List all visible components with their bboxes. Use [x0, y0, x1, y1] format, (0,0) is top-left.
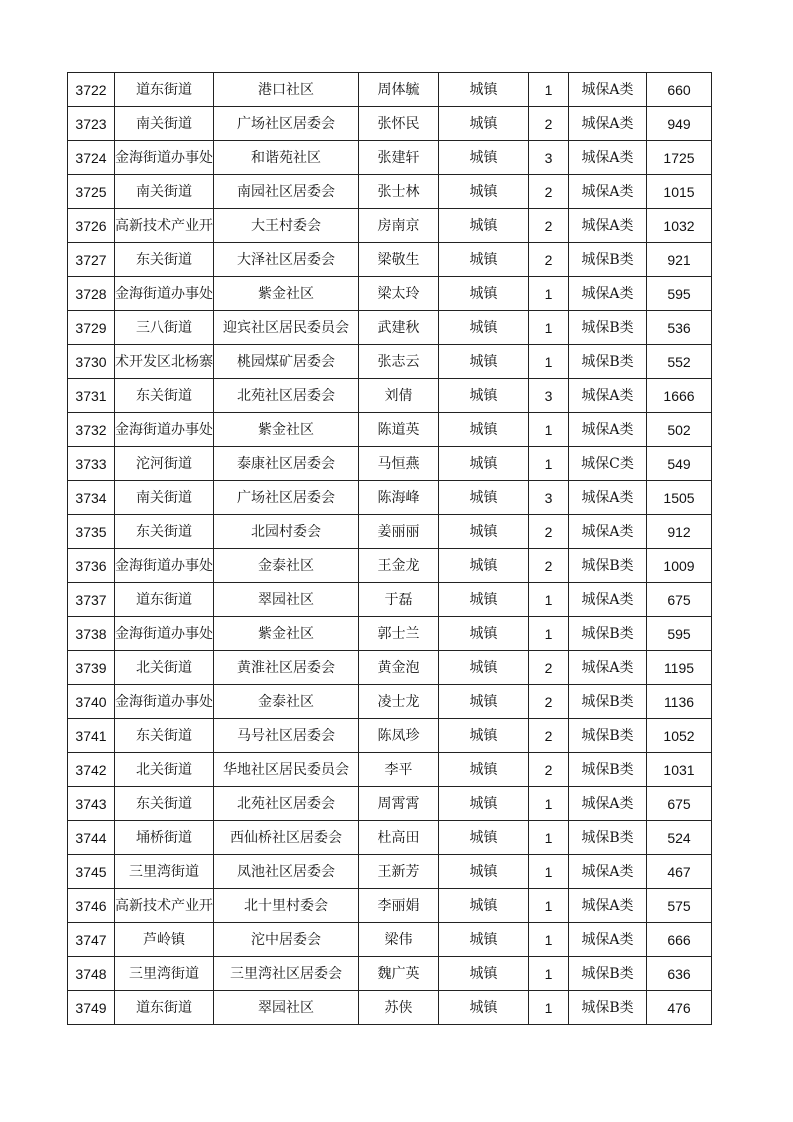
table-row — [68, 345, 712, 379]
household-size-cell: 1 — [529, 73, 569, 107]
street-office-cell: 金海街道办事处 — [115, 141, 214, 175]
household-size-cell: 2 — [529, 685, 569, 719]
community-cell: 泰康社区居委会 — [214, 447, 359, 481]
street-office-cell: 东关街道 — [115, 787, 214, 821]
amount-cell: 666 — [647, 923, 712, 957]
area-type-cell: 城镇 — [439, 379, 529, 413]
area-type-cell: 城镇 — [439, 957, 529, 991]
row-id-cell: 3734 — [68, 481, 115, 515]
street-office-cell: 南关街道 — [115, 107, 214, 141]
area-type-cell: 城镇 — [439, 345, 529, 379]
insurance-category-cell: 城保A类 — [569, 787, 647, 821]
row-id-cell: 3724 — [68, 141, 115, 175]
person-name-cell: 武建秋 — [359, 311, 439, 345]
row-id-cell: 3737 — [68, 583, 115, 617]
table-row — [68, 617, 712, 651]
table-row — [68, 957, 712, 991]
community-cell: 翠园社区 — [214, 991, 359, 1025]
person-name-cell: 张士林 — [359, 175, 439, 209]
person-name-cell: 姜丽丽 — [359, 515, 439, 549]
row-id-cell: 3731 — [68, 379, 115, 413]
person-name-cell: 陈海峰 — [359, 481, 439, 515]
amount-cell: 1505 — [647, 481, 712, 515]
household-size-cell: 1 — [529, 583, 569, 617]
person-name-cell: 张建轩 — [359, 141, 439, 175]
area-type-cell: 城镇 — [439, 175, 529, 209]
area-type-cell: 城镇 — [439, 923, 529, 957]
person-name-cell: 陈凤珍 — [359, 719, 439, 753]
table-row — [68, 515, 712, 549]
street-office-cell: 三里湾街道 — [115, 855, 214, 889]
community-cell: 三里湾社区居委会 — [214, 957, 359, 991]
street-office-cell: 三里湾街道 — [115, 957, 214, 991]
community-cell: 南园社区居委会 — [214, 175, 359, 209]
street-office-cell: 金海街道办事处 — [115, 685, 214, 719]
person-name-cell: 刘倩 — [359, 379, 439, 413]
table-row — [68, 413, 712, 447]
table-row — [68, 141, 712, 175]
amount-cell: 1136 — [647, 685, 712, 719]
table-row — [68, 753, 712, 787]
insurance-category-cell: 城保B类 — [569, 243, 647, 277]
area-type-cell: 城镇 — [439, 141, 529, 175]
row-id-cell: 3735 — [68, 515, 115, 549]
community-cell: 西仙桥社区居委会 — [214, 821, 359, 855]
household-size-cell: 1 — [529, 311, 569, 345]
area-type-cell: 城镇 — [439, 549, 529, 583]
row-id-cell: 3726 — [68, 209, 115, 243]
person-name-cell: 房南京 — [359, 209, 439, 243]
person-name-cell: 于磊 — [359, 583, 439, 617]
household-size-cell: 2 — [529, 651, 569, 685]
area-type-cell: 城镇 — [439, 413, 529, 447]
amount-cell: 1031 — [647, 753, 712, 787]
amount-cell: 1052 — [647, 719, 712, 753]
amount-cell: 595 — [647, 277, 712, 311]
person-name-cell: 李丽娟 — [359, 889, 439, 923]
street-office-cell: 北关街道 — [115, 651, 214, 685]
insurance-category-cell: 城保A类 — [569, 277, 647, 311]
household-size-cell: 2 — [529, 515, 569, 549]
household-size-cell: 1 — [529, 447, 569, 481]
community-cell: 北十里村委会 — [214, 889, 359, 923]
amount-cell: 636 — [647, 957, 712, 991]
street-office-cell: 三八街道 — [115, 311, 214, 345]
person-name-cell: 周体毓 — [359, 73, 439, 107]
area-type-cell: 城镇 — [439, 481, 529, 515]
insurance-category-cell: 城保A类 — [569, 413, 647, 447]
table-row — [68, 889, 712, 923]
person-name-cell: 梁伟 — [359, 923, 439, 957]
row-id-cell: 3748 — [68, 957, 115, 991]
household-size-cell: 1 — [529, 957, 569, 991]
household-size-cell: 2 — [529, 753, 569, 787]
area-type-cell: 城镇 — [439, 753, 529, 787]
row-id-cell: 3722 — [68, 73, 115, 107]
insurance-category-cell: 城保A类 — [569, 651, 647, 685]
area-type-cell: 城镇 — [439, 855, 529, 889]
area-type-cell: 城镇 — [439, 889, 529, 923]
household-size-cell: 1 — [529, 413, 569, 447]
row-id-cell: 3743 — [68, 787, 115, 821]
table-row — [68, 107, 712, 141]
person-name-cell: 魏广英 — [359, 957, 439, 991]
area-type-cell: 城镇 — [439, 991, 529, 1025]
household-size-cell: 1 — [529, 855, 569, 889]
table-row — [68, 379, 712, 413]
street-office-cell: 金海街道办事处 — [115, 617, 214, 651]
street-office-cell: 沱河街道 — [115, 447, 214, 481]
person-name-cell: 黄金泡 — [359, 651, 439, 685]
area-type-cell: 城镇 — [439, 787, 529, 821]
street-office-cell: 金海街道办事处 — [115, 277, 214, 311]
household-size-cell: 2 — [529, 549, 569, 583]
row-id-cell: 3727 — [68, 243, 115, 277]
community-cell: 凤池社区居委会 — [214, 855, 359, 889]
insurance-category-cell: 城保A类 — [569, 855, 647, 889]
table-row — [68, 685, 712, 719]
insurance-category-cell: 城保B类 — [569, 821, 647, 855]
table-row — [68, 243, 712, 277]
table-row — [68, 447, 712, 481]
amount-cell: 912 — [647, 515, 712, 549]
street-office-cell: 北关街道 — [115, 753, 214, 787]
street-office-cell: 高新技术产业开 — [115, 889, 214, 923]
insurance-category-cell: 城保A类 — [569, 175, 647, 209]
insurance-category-cell: 城保A类 — [569, 379, 647, 413]
area-type-cell: 城镇 — [439, 651, 529, 685]
street-office-cell: 埇桥街道 — [115, 821, 214, 855]
row-id-cell: 3723 — [68, 107, 115, 141]
area-type-cell: 城镇 — [439, 73, 529, 107]
household-size-cell: 2 — [529, 175, 569, 209]
community-cell: 沱中居委会 — [214, 923, 359, 957]
data-table — [67, 72, 712, 1025]
person-name-cell: 梁敬生 — [359, 243, 439, 277]
table-row — [68, 73, 712, 107]
insurance-category-cell: 城保A类 — [569, 481, 647, 515]
area-type-cell: 城镇 — [439, 107, 529, 141]
household-size-cell: 1 — [529, 991, 569, 1025]
community-cell: 大王村委会 — [214, 209, 359, 243]
table-row — [68, 209, 712, 243]
row-id-cell: 3740 — [68, 685, 115, 719]
table-row — [68, 277, 712, 311]
insurance-category-cell: 城保B类 — [569, 719, 647, 753]
insurance-category-cell: 城保B类 — [569, 311, 647, 345]
person-name-cell: 张怀民 — [359, 107, 439, 141]
person-name-cell: 张志云 — [359, 345, 439, 379]
row-id-cell: 3728 — [68, 277, 115, 311]
household-size-cell: 1 — [529, 923, 569, 957]
community-cell: 桃园煤矿居委会 — [214, 345, 359, 379]
area-type-cell: 城镇 — [439, 583, 529, 617]
area-type-cell: 城镇 — [439, 311, 529, 345]
amount-cell: 549 — [647, 447, 712, 481]
insurance-category-cell: 城保B类 — [569, 753, 647, 787]
street-office-cell: 道东街道 — [115, 583, 214, 617]
table-row — [68, 719, 712, 753]
area-type-cell: 城镇 — [439, 447, 529, 481]
amount-cell: 476 — [647, 991, 712, 1025]
street-office-cell: 道东街道 — [115, 73, 214, 107]
community-cell: 迎宾社区居民委员会 — [214, 311, 359, 345]
area-type-cell: 城镇 — [439, 209, 529, 243]
community-cell: 黄淮社区居委会 — [214, 651, 359, 685]
community-cell: 北苑社区居委会 — [214, 787, 359, 821]
insurance-category-cell: 城保A类 — [569, 515, 647, 549]
amount-cell: 675 — [647, 787, 712, 821]
insurance-category-cell: 城保B类 — [569, 957, 647, 991]
insurance-category-cell: 城保A类 — [569, 583, 647, 617]
area-type-cell: 城镇 — [439, 277, 529, 311]
insurance-category-cell: 城保A类 — [569, 107, 647, 141]
amount-cell: 595 — [647, 617, 712, 651]
person-name-cell: 王新芳 — [359, 855, 439, 889]
amount-cell: 1009 — [647, 549, 712, 583]
person-name-cell: 陈道英 — [359, 413, 439, 447]
person-name-cell: 梁太玲 — [359, 277, 439, 311]
household-size-cell: 1 — [529, 787, 569, 821]
area-type-cell: 城镇 — [439, 617, 529, 651]
insurance-category-cell: 城保A类 — [569, 889, 647, 923]
street-office-cell: 道东街道 — [115, 991, 214, 1025]
area-type-cell: 城镇 — [439, 685, 529, 719]
insurance-category-cell: 城保B类 — [569, 991, 647, 1025]
table-row — [68, 821, 712, 855]
street-office-cell: 术开发区北杨寨 — [115, 345, 214, 379]
insurance-category-cell: 城保C类 — [569, 447, 647, 481]
community-cell: 广场社区居委会 — [214, 107, 359, 141]
area-type-cell: 城镇 — [439, 719, 529, 753]
insurance-category-cell: 城保A类 — [569, 923, 647, 957]
insurance-category-cell: 城保A类 — [569, 141, 647, 175]
insurance-category-cell: 城保A类 — [569, 73, 647, 107]
person-name-cell: 马恒燕 — [359, 447, 439, 481]
row-id-cell: 3732 — [68, 413, 115, 447]
person-name-cell: 李平 — [359, 753, 439, 787]
row-id-cell: 3745 — [68, 855, 115, 889]
table-row — [68, 923, 712, 957]
row-id-cell: 3733 — [68, 447, 115, 481]
amount-cell: 552 — [647, 345, 712, 379]
area-type-cell: 城镇 — [439, 243, 529, 277]
household-size-cell: 2 — [529, 719, 569, 753]
household-size-cell: 3 — [529, 379, 569, 413]
row-id-cell: 3736 — [68, 549, 115, 583]
row-id-cell: 3738 — [68, 617, 115, 651]
community-cell: 紫金社区 — [214, 617, 359, 651]
person-name-cell: 苏侠 — [359, 991, 439, 1025]
person-name-cell: 周霄霄 — [359, 787, 439, 821]
table-row — [68, 549, 712, 583]
insurance-category-cell: 城保B类 — [569, 549, 647, 583]
community-cell: 和谐苑社区 — [214, 141, 359, 175]
row-id-cell: 3746 — [68, 889, 115, 923]
row-id-cell: 3725 — [68, 175, 115, 209]
row-id-cell: 3730 — [68, 345, 115, 379]
community-cell: 广场社区居委会 — [214, 481, 359, 515]
table-row — [68, 787, 712, 821]
community-cell: 北苑社区居委会 — [214, 379, 359, 413]
household-size-cell: 1 — [529, 277, 569, 311]
row-id-cell: 3744 — [68, 821, 115, 855]
street-office-cell: 南关街道 — [115, 175, 214, 209]
area-type-cell: 城镇 — [439, 515, 529, 549]
street-office-cell: 金海街道办事处 — [115, 413, 214, 447]
amount-cell: 575 — [647, 889, 712, 923]
community-cell: 翠园社区 — [214, 583, 359, 617]
amount-cell: 1195 — [647, 651, 712, 685]
street-office-cell: 金海街道办事处 — [115, 549, 214, 583]
amount-cell: 675 — [647, 583, 712, 617]
household-size-cell: 2 — [529, 209, 569, 243]
row-id-cell: 3729 — [68, 311, 115, 345]
street-office-cell: 东关街道 — [115, 379, 214, 413]
insurance-category-cell: 城保A类 — [569, 209, 647, 243]
table-row — [68, 991, 712, 1025]
community-cell: 大泽社区居委会 — [214, 243, 359, 277]
street-office-cell: 东关街道 — [115, 515, 214, 549]
row-id-cell: 3747 — [68, 923, 115, 957]
table-row — [68, 651, 712, 685]
amount-cell: 949 — [647, 107, 712, 141]
street-office-cell: 南关街道 — [115, 481, 214, 515]
household-size-cell: 3 — [529, 481, 569, 515]
row-id-cell: 3742 — [68, 753, 115, 787]
amount-cell: 1015 — [647, 175, 712, 209]
street-office-cell: 芦岭镇 — [115, 923, 214, 957]
amount-cell: 660 — [647, 73, 712, 107]
table-row — [68, 311, 712, 345]
amount-cell: 524 — [647, 821, 712, 855]
row-id-cell: 3741 — [68, 719, 115, 753]
community-cell: 金泰社区 — [214, 549, 359, 583]
household-size-cell: 1 — [529, 821, 569, 855]
street-office-cell: 高新技术产业开 — [115, 209, 214, 243]
amount-cell: 921 — [647, 243, 712, 277]
table-row — [68, 583, 712, 617]
community-cell: 紫金社区 — [214, 277, 359, 311]
community-cell: 马号社区居委会 — [214, 719, 359, 753]
household-size-cell: 1 — [529, 617, 569, 651]
community-cell: 港口社区 — [214, 73, 359, 107]
community-cell: 北园村委会 — [214, 515, 359, 549]
household-size-cell: 2 — [529, 107, 569, 141]
amount-cell: 1666 — [647, 379, 712, 413]
amount-cell: 536 — [647, 311, 712, 345]
household-size-cell: 2 — [529, 243, 569, 277]
community-cell: 紫金社区 — [214, 413, 359, 447]
person-name-cell: 王金龙 — [359, 549, 439, 583]
community-cell: 华地社区居民委员会 — [214, 753, 359, 787]
amount-cell: 467 — [647, 855, 712, 889]
insurance-category-cell: 城保B类 — [569, 617, 647, 651]
household-size-cell: 1 — [529, 345, 569, 379]
amount-cell: 1725 — [647, 141, 712, 175]
amount-cell: 502 — [647, 413, 712, 447]
amount-cell: 1032 — [647, 209, 712, 243]
person-name-cell: 杜高田 — [359, 821, 439, 855]
street-office-cell: 东关街道 — [115, 719, 214, 753]
insurance-category-cell: 城保B类 — [569, 345, 647, 379]
person-name-cell: 郭士兰 — [359, 617, 439, 651]
table-row — [68, 175, 712, 209]
row-id-cell: 3739 — [68, 651, 115, 685]
community-cell: 金泰社区 — [214, 685, 359, 719]
household-size-cell: 1 — [529, 889, 569, 923]
insurance-category-cell: 城保B类 — [569, 685, 647, 719]
person-name-cell: 凌士龙 — [359, 685, 439, 719]
table-row — [68, 855, 712, 889]
area-type-cell: 城镇 — [439, 821, 529, 855]
household-size-cell: 3 — [529, 141, 569, 175]
row-id-cell: 3749 — [68, 991, 115, 1025]
street-office-cell: 东关街道 — [115, 243, 214, 277]
table-row — [68, 481, 712, 515]
